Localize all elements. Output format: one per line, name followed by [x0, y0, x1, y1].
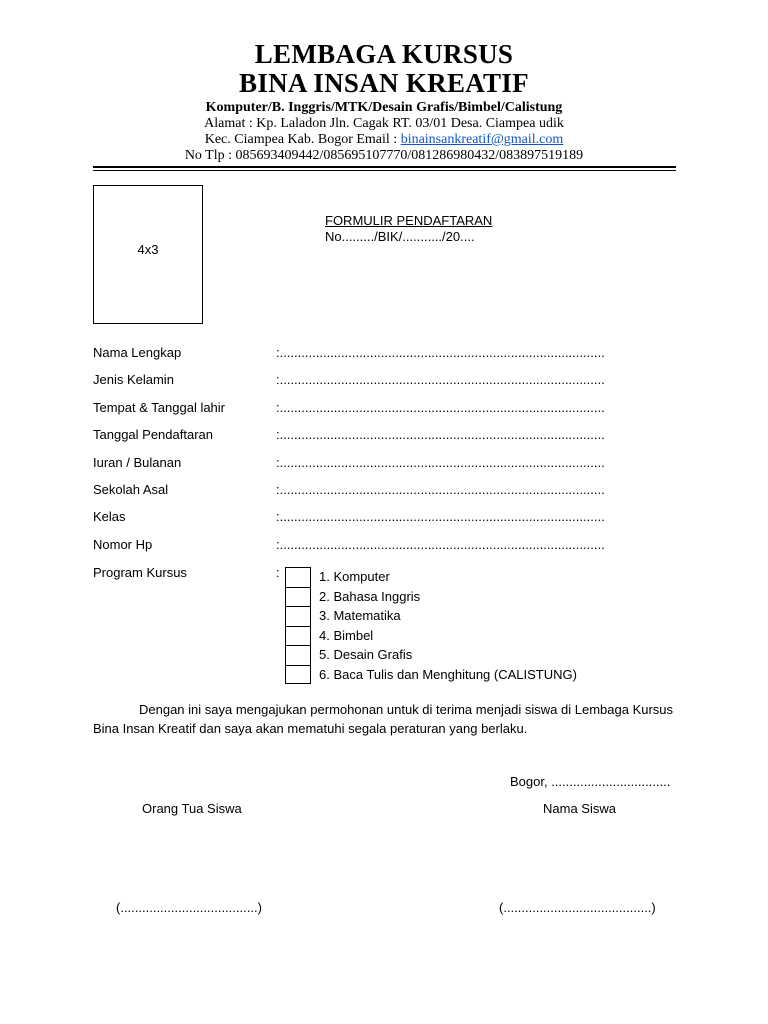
program-option-label: 2. Bahasa Inggris [319, 588, 421, 604]
field-label: Iuran / Bulanan [93, 454, 182, 470]
program-label: Program Kursus [93, 565, 187, 580]
header-divider-thin [93, 170, 676, 171]
field-label: Nomor Hp [93, 536, 153, 552]
photo-box [93, 185, 203, 324]
photo-size-label: 4x3 [137, 242, 159, 257]
institution-title-line2: BINA INSAN KREATIF [239, 68, 529, 98]
header-divider-thick [93, 166, 676, 168]
program-option-label: 1. Komputer [319, 569, 390, 584]
field-label: Jenis Kelamin [93, 372, 174, 388]
address-email-line [0, 132, 768, 148]
program-option-label: 5. Desain Grafis [319, 647, 413, 662]
field-blank[interactable]: :.......................................................................................... [276, 481, 605, 497]
address-line2-prefix: Kec. Ciampea Kab. Bogor Email : [204, 132, 401, 147]
form-title: FORMULIR PENDAFTARAN [325, 213, 493, 228]
program-checkbox[interactable] [285, 567, 311, 587]
student-signature-label: Nama Siswa [543, 801, 616, 816]
institution-title-line1: LEMBAGA KURSUS [254, 39, 514, 69]
parent-signature-label: Orang Tua Siswa [142, 801, 242, 816]
program-checkbox[interactable] [285, 665, 311, 685]
program-option-label: 6. Baca Tulis dan Menghitung (CALISTUNG) [319, 666, 577, 682]
form-heading [325, 213, 492, 245]
student-signature-line[interactable]: (.........................................) [499, 900, 656, 915]
statement-paragraph [93, 700, 683, 738]
program-checkbox[interactable] [285, 606, 311, 626]
field-blank[interactable]: :.......................................................................................... [276, 372, 605, 388]
program-option-label: 4. Bimbel [319, 627, 374, 643]
field-blank[interactable]: :.......................................................................................... [276, 454, 605, 470]
letterhead [0, 40, 768, 164]
field-label: Sekolah Asal [93, 481, 169, 497]
field-blank[interactable]: :.......................................................................................... [276, 509, 605, 525]
field-label: Nama Lengkap [93, 345, 182, 360]
program-colon: : [276, 565, 280, 580]
program-checkbox[interactable] [285, 645, 311, 665]
programs-line: Komputer/B. Inggris/MTK/Desain Grafis/Bimbel/Calistung [205, 100, 563, 115]
field-blank[interactable]: :.......................................................................................... [276, 399, 605, 415]
program-checkbox[interactable] [285, 626, 311, 646]
form-number: No........./BIK/.........../20.... [325, 229, 475, 244]
program-option-label: 3. Matematika [319, 608, 401, 623]
phone-line: No Tlp : 085693409442/085695107770/081286980432/083897519189 [184, 148, 584, 163]
address-line: Alamat : Kp. Laladon Jln. Cagak RT. 03/01 Desa. Ciampea udik [204, 116, 564, 131]
field-blank[interactable]: :.......................................................................................... [276, 536, 605, 552]
parent-signature-line[interactable]: (......................................) [116, 900, 262, 915]
field-blank[interactable]: :.......................................................................................... [276, 427, 605, 443]
program-checkbox[interactable] [285, 587, 311, 607]
field-label: Kelas [93, 509, 126, 525]
field-label: Tempat & Tanggal lahir [93, 399, 226, 415]
statement-text: Dengan ini saya mengajukan permohonan untuk di terima menjadi siswa di Lembaga Kursus Bina Insan Kreatif dan saya akan mematuhi segala peraturan yang berlaku. [93, 702, 674, 736]
field-label: Tanggal Pendaftaran [93, 427, 213, 443]
email-link[interactable]: binainsankreatif@gmail.com [400, 132, 564, 147]
place-date[interactable]: Bogor, ................................. [510, 774, 671, 789]
field-blank[interactable]: :.......................................................................................... [276, 345, 605, 360]
